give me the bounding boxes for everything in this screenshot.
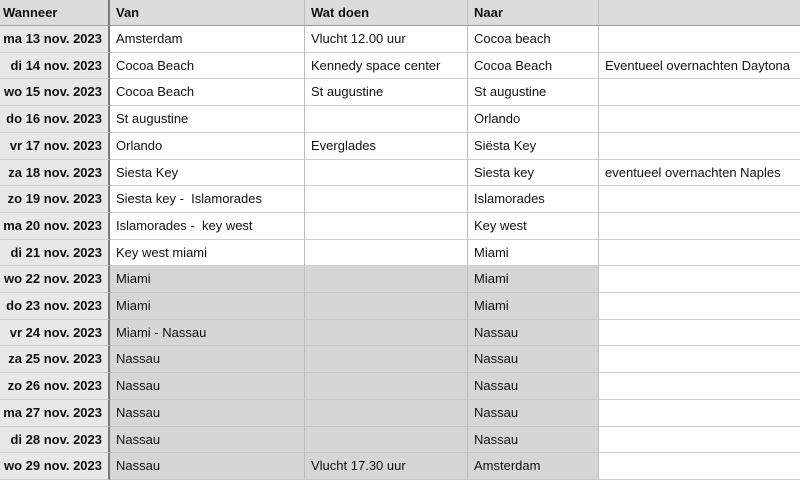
cell-naar[interactable]: Nassau (468, 373, 599, 400)
cell-wanneer[interactable]: wo 15 nov. 2023 (0, 79, 110, 106)
cell-wat-doen[interactable] (305, 427, 468, 454)
table-row (0, 240, 800, 267)
cell-van[interactable]: Nassau (110, 346, 305, 373)
cell-extra[interactable] (599, 133, 800, 160)
cell-van[interactable]: Key west miami (110, 240, 305, 267)
header-row (0, 0, 800, 27)
cell-wat-doen[interactable]: Vlucht 17.30 uur (305, 453, 468, 480)
cell-naar[interactable]: Nassau (468, 346, 599, 373)
cell-extra[interactable]: Eventueel overnachten Daytona (599, 53, 800, 80)
cell-van[interactable]: Nassau (110, 373, 305, 400)
cell-wanneer[interactable]: di 14 nov. 2023 (0, 53, 110, 80)
cell-wanneer[interactable]: zo 19 nov. 2023 (0, 186, 110, 213)
cell-wat-doen[interactable]: Vlucht 12.00 uur (305, 26, 468, 53)
cell-naar[interactable]: Nassau (468, 400, 599, 427)
cell-van[interactable]: Miami - Nassau (110, 320, 305, 347)
table-row (0, 400, 800, 427)
table-row (0, 213, 800, 240)
cell-extra[interactable] (599, 400, 800, 427)
cell-wat-doen[interactable] (305, 373, 468, 400)
cell-van[interactable]: Nassau (110, 427, 305, 454)
cell-wanneer[interactable]: za 18 nov. 2023 (0, 160, 110, 187)
cell-naar[interactable]: Miami (468, 240, 599, 267)
table-row (0, 427, 800, 454)
cell-extra[interactable] (599, 213, 800, 240)
cell-van[interactable]: Cocoa Beach (110, 79, 305, 106)
cell-naar[interactable]: Cocoa Beach (468, 53, 599, 80)
cell-wat-doen[interactable] (305, 293, 468, 320)
cell-wat-doen[interactable] (305, 400, 468, 427)
table-row (0, 320, 800, 347)
cell-wanneer[interactable]: za 25 nov. 2023 (0, 346, 110, 373)
cell-wanneer[interactable]: ma 13 nov. 2023 (0, 26, 110, 53)
cell-wat-doen[interactable] (305, 213, 468, 240)
cell-wanneer[interactable]: do 23 nov. 2023 (0, 293, 110, 320)
cell-wanneer[interactable]: di 28 nov. 2023 (0, 427, 110, 454)
table-row (0, 160, 800, 187)
cell-naar[interactable]: Islamorades (468, 186, 599, 213)
cell-extra[interactable] (599, 79, 800, 106)
header-cell-van[interactable]: Van (110, 0, 305, 26)
table-row (0, 373, 800, 400)
cell-extra[interactable] (599, 240, 800, 267)
table-row (0, 293, 800, 320)
cell-extra[interactable] (599, 106, 800, 133)
cell-van[interactable]: Miami (110, 266, 305, 293)
cell-naar[interactable]: Miami (468, 266, 599, 293)
cell-wat-doen[interactable] (305, 240, 468, 267)
cell-wat-doen[interactable] (305, 266, 468, 293)
table-row (0, 266, 800, 293)
cell-wanneer[interactable]: do 16 nov. 2023 (0, 106, 110, 133)
cell-extra[interactable] (599, 373, 800, 400)
cell-wanneer[interactable]: wo 22 nov. 2023 (0, 266, 110, 293)
cell-naar[interactable]: Siesta key (468, 160, 599, 187)
cell-wanneer[interactable]: di 21 nov. 2023 (0, 240, 110, 267)
cell-extra[interactable] (599, 346, 800, 373)
header-cell-empty[interactable] (599, 0, 800, 26)
cell-extra[interactable] (599, 320, 800, 347)
cell-naar[interactable]: Key west (468, 213, 599, 240)
cell-wanneer[interactable]: zo 26 nov. 2023 (0, 373, 110, 400)
cell-wat-doen[interactable]: St augustine (305, 79, 468, 106)
cell-naar[interactable]: Cocoa beach (468, 26, 599, 53)
cell-extra[interactable] (599, 186, 800, 213)
table-row (0, 26, 800, 53)
cell-extra[interactable] (599, 266, 800, 293)
cell-extra[interactable] (599, 427, 800, 454)
cell-naar[interactable]: Amsterdam (468, 453, 599, 480)
table-row (0, 106, 800, 133)
cell-extra[interactable] (599, 453, 800, 480)
cell-wanneer[interactable]: ma 27 nov. 2023 (0, 400, 110, 427)
cell-van[interactable]: St augustine (110, 106, 305, 133)
cell-van[interactable]: Siesta key - Islamorades (110, 186, 305, 213)
cell-wat-doen[interactable]: Kennedy space center (305, 53, 468, 80)
header-cell-wanneer[interactable]: Wanneer (0, 0, 110, 26)
cell-wat-doen[interactable] (305, 160, 468, 187)
cell-van[interactable]: Siesta Key (110, 160, 305, 187)
cell-wat-doen[interactable] (305, 346, 468, 373)
cell-extra[interactable] (599, 293, 800, 320)
cell-van[interactable]: Orlando (110, 133, 305, 160)
table-row (0, 186, 800, 213)
cell-van[interactable]: Miami (110, 293, 305, 320)
cell-extra[interactable]: eventueel overnachten Naples (599, 160, 800, 187)
cell-naar[interactable]: Miami (468, 293, 599, 320)
table-row (0, 133, 800, 160)
cell-wat-doen[interactable] (305, 186, 468, 213)
cell-naar[interactable]: Nassau (468, 320, 599, 347)
cell-wanneer[interactable]: wo 29 nov. 2023 (0, 453, 110, 480)
cell-wat-doen[interactable] (305, 320, 468, 347)
header-cell-naar[interactable]: Naar (468, 0, 599, 26)
header-cell-wat-doen[interactable]: Wat doen (305, 0, 468, 26)
table-row (0, 453, 800, 480)
cell-naar[interactable]: Orlando (468, 106, 599, 133)
cell-van[interactable]: Nassau (110, 453, 305, 480)
cell-van[interactable]: Nassau (110, 400, 305, 427)
cell-wanneer[interactable]: vr 17 nov. 2023 (0, 133, 110, 160)
table-row (0, 79, 800, 106)
cell-naar[interactable]: St augustine (468, 79, 599, 106)
cell-wat-doen[interactable]: Everglades (305, 133, 468, 160)
cell-naar[interactable]: Siësta Key (468, 133, 599, 160)
cell-naar[interactable]: Nassau (468, 427, 599, 454)
table-row (0, 346, 800, 373)
cell-van[interactable]: Islamorades - key west (110, 213, 305, 240)
cell-wanneer[interactable]: ma 20 nov. 2023 (0, 213, 110, 240)
cell-wat-doen[interactable] (305, 106, 468, 133)
cell-wanneer[interactable]: vr 24 nov. 2023 (0, 320, 110, 347)
cell-van[interactable]: Cocoa Beach (110, 53, 305, 80)
cell-van[interactable]: Amsterdam (110, 26, 305, 53)
cell-extra[interactable] (599, 26, 800, 53)
table-row (0, 53, 800, 80)
